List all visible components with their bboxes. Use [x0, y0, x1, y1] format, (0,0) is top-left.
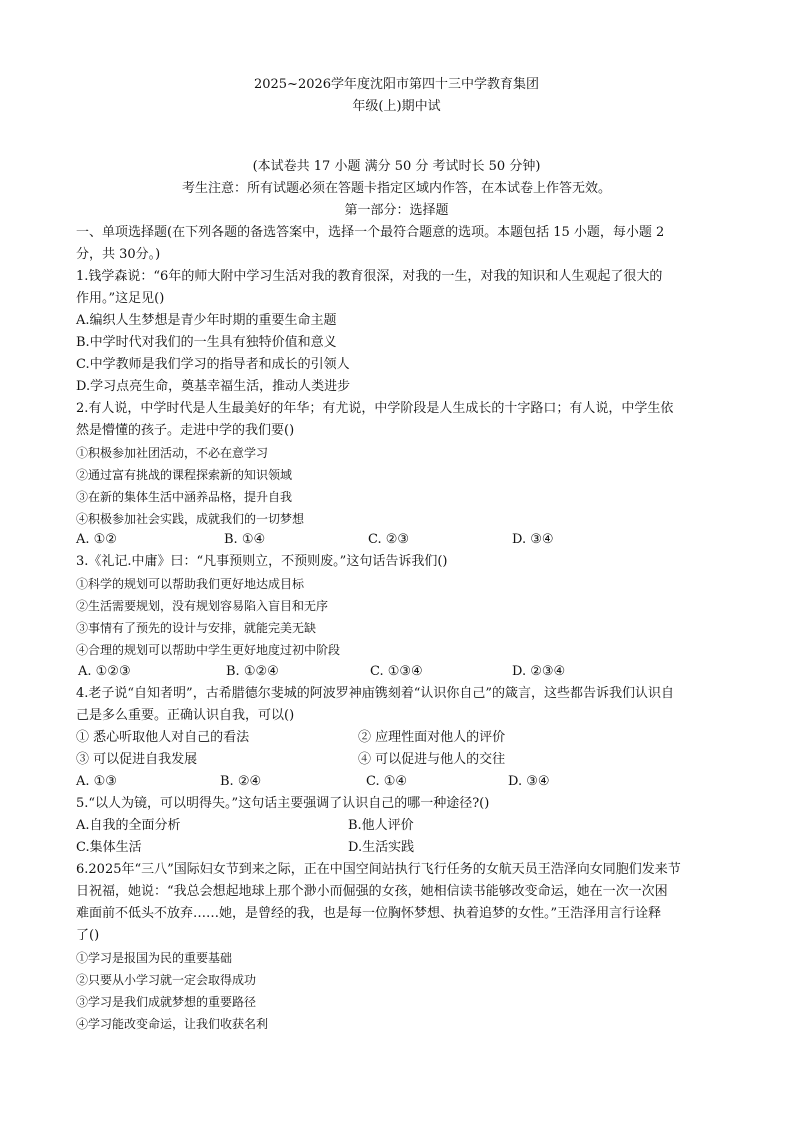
- q6-statement-4: ④学习能改变命运，让我们收获名利: [76, 1017, 269, 1031]
- q1-option-a: A.编织人生梦想是青少年时期的重要生命主题: [76, 313, 337, 328]
- q1-option-b: B.中学时代对我们的一生具有独特价值和意义: [76, 335, 337, 350]
- q4-statement-1: ① 悉心听取他人对自己的看法: [76, 730, 250, 745]
- q2-option-c: C. ②③: [368, 532, 410, 547]
- q2-options-row: [76, 531, 716, 549]
- q5-option-d: D.生活实践: [348, 840, 415, 855]
- part-heading: 第一部分：选择题: [344, 203, 449, 218]
- q3-stem-line1: 3.《礼记.中庸》曰：“凡事预则立，不预则废。”这句话告诉我们(): [76, 554, 448, 569]
- q4-stem-line1: 4.老子说“自知者明”，古希腊德尔斐城的阿波罗神庙镌刻着“认识你自己”的箴言，这些都告诉我们认识自: [76, 686, 674, 701]
- q3-options-row: [78, 663, 718, 681]
- q5-option-a: A.自我的全面分析: [76, 818, 181, 833]
- q3-option-b: B. ①②④: [226, 664, 279, 679]
- q2-statement-2: ②通过富有挑战的课程探索新的知识领域: [76, 468, 293, 482]
- q4-option-b: B. ②④: [220, 774, 262, 789]
- q6-statement-1: ①学习是报国为民的重要基础: [76, 951, 233, 965]
- exam-info: (本试卷共 17 小题 满分 50 分 考试时长 50 分钟): [252, 159, 541, 174]
- q5-option-b: B.他人评价: [348, 818, 414, 833]
- q5-stem-line1: 5.“以人为镜，可以明得失。”这句话主要强调了认识自己的哪一种途径?(): [76, 796, 490, 811]
- q4-statements-row1: [76, 729, 716, 747]
- q1-option-d: D.学习点亮生命，奠基幸福生活，推动人类进步: [76, 379, 351, 394]
- q4-statement-2: ② 应理性面对他人的评价: [358, 730, 506, 745]
- q6-statement-2: ②只要从小学习就一定会取得成功: [76, 973, 257, 987]
- q5-options-row2: [76, 839, 716, 857]
- q2-statement-4: ④积极参加社会实践，成就我们的一切梦想: [76, 512, 305, 526]
- q6-stem-line1: 6.2025年“三八”国际妇女节到来之际，正在中国空间站执行飞行任务的女航天员王浩泽向女同胞们发来节: [76, 862, 681, 877]
- q5-option-c: C.集体生活: [76, 840, 142, 855]
- q6-stem-line4: 了(): [76, 928, 100, 943]
- q6-stem-line3: 难面前不低头不放弃……她，是曾经的我，也是每一位胸怀梦想、执着追梦的女性。”王浩泽用言行诠释: [76, 906, 662, 921]
- q3-statement-4: ④合理的规划可以帮助中学生更好地度过初中阶段: [76, 643, 341, 657]
- q1-stem-line1: 1.钱学森说：“6年的师大附中学习生活对我的教育很深，对我的一生，对我的知识和人生观起了很大的: [76, 269, 663, 284]
- q3-option-c: C. ①③④: [370, 664, 423, 679]
- q6-statement-3: ③学习是我们成就梦想的重要路径: [76, 995, 257, 1009]
- q4-options-row: [76, 773, 716, 791]
- q6-stem-line2: 日祝福，她说：“我总会想起地球上那个渺小而倔强的女孩，她相信读书能够改变命运，她在一次一次困: [76, 884, 668, 899]
- q2-option-b: B. ①④: [224, 532, 266, 547]
- section-instruction-line2: 分，共 30分。): [76, 247, 161, 262]
- q3-statement-3: ③事情有了预先的设计与安排，就能完美无缺: [76, 621, 317, 635]
- q4-option-a: A. ①③: [76, 774, 117, 789]
- q4-option-c: C. ①④: [366, 774, 408, 789]
- exam-notice: 考生注意：所有试题必须在答题卡指定区域内作答，在本试卷上作答无效。: [181, 181, 611, 196]
- q1-stem-line2: 作用。”这足见(): [76, 291, 165, 306]
- q1-option-c: C.中学教师是我们学习的指导者和成长的引领人: [76, 357, 350, 372]
- q2-statement-3: ③在新的集体生活中涵养品格，提升自我: [76, 490, 293, 504]
- exam-title: 2025~2026学年度沈阳市第四十三中学教育集团: [253, 77, 540, 92]
- q3-option-a: A. ①②③: [78, 664, 131, 679]
- q4-statement-3: ③ 可以促进自我发展: [76, 752, 198, 767]
- q4-statement-4: ④ 可以促进与他人的交往: [358, 752, 506, 767]
- q4-statements-row2: [76, 751, 716, 769]
- q2-option-a: A. ①②: [76, 532, 117, 547]
- q5-options-row1: [76, 817, 716, 835]
- section-instruction-line1: 一、单项选择题(在下列各题的备选答案中，选择一个最符合题意的选项。本题包括 15 小题，每小题 2: [76, 225, 665, 240]
- q3-statement-2: ②生活需要规划，没有规划容易陷入盲目和无序: [76, 599, 329, 613]
- q4-option-d: D. ③④: [508, 774, 550, 789]
- q3-statement-1: ①科学的规划可以帮助我们更好地达成目标: [76, 577, 305, 591]
- q2-stem-line1: 2.有人说，中学时代是人生最美好的年华；有尤说，中学阶段是人生成长的十字路口；有人说，中学生依: [76, 401, 674, 416]
- q4-stem-line2: 己是多么重要。正确认识自我，可以(): [76, 708, 295, 723]
- q2-stem-line2: 然是懵懂的孩子。走进中学的我们要(): [76, 423, 295, 438]
- q3-option-d: D. ②③④: [512, 664, 566, 679]
- q2-option-d: D. ③④: [512, 532, 554, 547]
- exam-subtitle: 年级(上)期中试: [352, 99, 441, 114]
- q2-statement-1: ①积极参加社团活动，不必在意学习: [76, 446, 269, 460]
